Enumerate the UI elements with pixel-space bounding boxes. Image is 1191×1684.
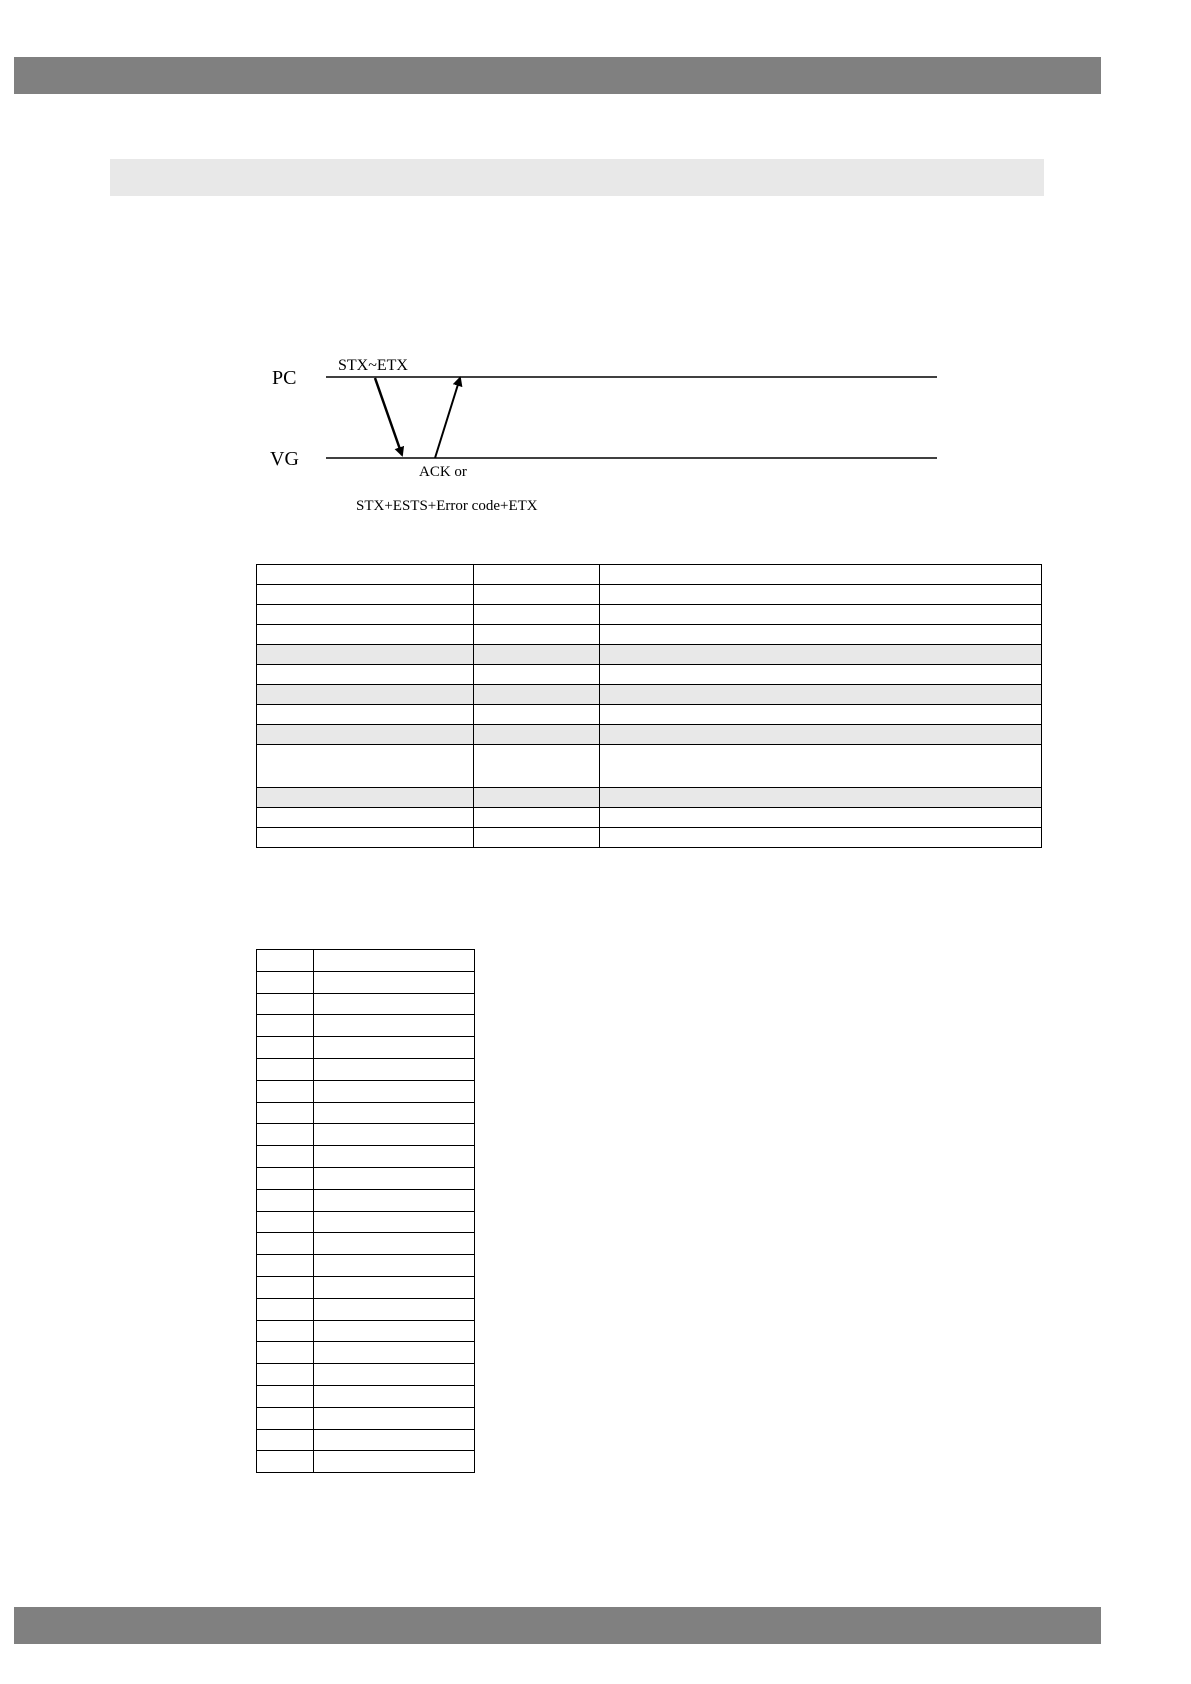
- table-cell: [314, 971, 475, 993]
- table-cell: [600, 665, 1042, 685]
- table-cell: [314, 1167, 475, 1189]
- table-row: [257, 745, 1042, 788]
- table-cell: [257, 745, 474, 788]
- table-cell: [474, 585, 600, 605]
- table-row: [257, 1407, 475, 1429]
- table-cell: [314, 1276, 475, 1298]
- table-row: [257, 1058, 475, 1080]
- table-cell: [257, 1364, 314, 1386]
- table-row: [257, 1364, 475, 1386]
- table-cell: [314, 1189, 475, 1211]
- table-cell: [314, 950, 475, 972]
- table-row: [257, 971, 475, 993]
- table-cell: [257, 645, 474, 665]
- table-cell: [314, 1407, 475, 1429]
- table-row: [257, 1211, 475, 1233]
- section-heading-bar: [110, 159, 1044, 196]
- table-row: [257, 645, 1042, 665]
- table-cell: [257, 971, 314, 993]
- table-cell: [257, 1298, 314, 1320]
- table-cell: [257, 1146, 314, 1168]
- send-arrow: [375, 378, 402, 455]
- table-cell: [474, 605, 600, 625]
- reply-arrow: [435, 378, 460, 458]
- table-row: [257, 1233, 475, 1255]
- table-cell: [314, 1298, 475, 1320]
- table-cell: [314, 1058, 475, 1080]
- table-row: [257, 1015, 475, 1037]
- table-row: [257, 1255, 475, 1277]
- table-cell: [257, 625, 474, 645]
- table-cell: [314, 1385, 475, 1407]
- table-cell: [474, 685, 600, 705]
- table-row: [257, 625, 1042, 645]
- table-cell: [474, 705, 600, 725]
- table-cell: [257, 1080, 314, 1102]
- table-row: [257, 993, 475, 1015]
- table-row: [257, 565, 1042, 585]
- table-row: [257, 1298, 475, 1320]
- table-cell: [257, 1429, 314, 1451]
- reply-label-ack: ACK or: [419, 464, 467, 480]
- table-cell: [600, 725, 1042, 745]
- table-cell: [257, 725, 474, 745]
- table-cell: [600, 808, 1042, 828]
- table-cell: [257, 1342, 314, 1364]
- table-cell: [600, 828, 1042, 848]
- table-cell: [474, 565, 600, 585]
- table-row: [257, 1189, 475, 1211]
- table-row: [257, 725, 1042, 745]
- table-row: [257, 1167, 475, 1189]
- table-cell: [314, 1342, 475, 1364]
- table-cell: [474, 665, 600, 685]
- table-row: [257, 1037, 475, 1059]
- table-cell: [257, 1233, 314, 1255]
- table-cell: [257, 993, 314, 1015]
- table-cell: [600, 788, 1042, 808]
- table-cell: [257, 808, 474, 828]
- table-cell: [600, 685, 1042, 705]
- table-row: [257, 950, 475, 972]
- table-cell: [257, 1015, 314, 1037]
- table-row: [257, 1342, 475, 1364]
- table-cell: [474, 828, 600, 848]
- table-cell: [257, 1255, 314, 1277]
- table-cell: [314, 1080, 475, 1102]
- table-cell: [474, 625, 600, 645]
- table-cell: [314, 993, 475, 1015]
- table-cell: [314, 1255, 475, 1277]
- table-cell: [314, 1233, 475, 1255]
- table-cell: [600, 645, 1042, 665]
- table-cell: [474, 788, 600, 808]
- table-row: [257, 1385, 475, 1407]
- table-cell: [314, 1320, 475, 1342]
- footer-band: [14, 1607, 1101, 1644]
- table-cell: [257, 788, 474, 808]
- table-cell: [600, 625, 1042, 645]
- table-cell: [314, 1364, 475, 1386]
- table-cell: [257, 705, 474, 725]
- table-cell: [257, 1451, 314, 1473]
- table-cell: [257, 1189, 314, 1211]
- table-cell: [600, 565, 1042, 585]
- table-cell: [474, 725, 600, 745]
- table-cell: [600, 705, 1042, 725]
- table-cell: [314, 1451, 475, 1473]
- table-cell: [600, 585, 1042, 605]
- table-row: [257, 605, 1042, 625]
- table-row: [257, 1146, 475, 1168]
- table-row: [257, 1102, 475, 1124]
- table-cell: [257, 950, 314, 972]
- table-cell: [314, 1015, 475, 1037]
- table-cell: [314, 1146, 475, 1168]
- table-cell: [257, 605, 474, 625]
- table-row: [257, 1080, 475, 1102]
- table-cell: [314, 1211, 475, 1233]
- table-cell: [257, 1385, 314, 1407]
- table-cell: [257, 1167, 314, 1189]
- table-row: [257, 705, 1042, 725]
- table-cell: [257, 1058, 314, 1080]
- table-cell: [474, 645, 600, 665]
- table-cell: [314, 1429, 475, 1451]
- table-row: [257, 788, 1042, 808]
- table-cell: [474, 808, 600, 828]
- pc-label: PC: [272, 367, 297, 389]
- table-cell: [257, 1320, 314, 1342]
- table-row: [257, 1276, 475, 1298]
- table-row: [257, 1429, 475, 1451]
- error-code-table: [256, 949, 475, 1473]
- table-row: [257, 685, 1042, 705]
- table-cell: [314, 1037, 475, 1059]
- table-cell: [474, 745, 600, 788]
- table-row: [257, 1451, 475, 1473]
- table-row: [257, 1124, 475, 1146]
- table-cell: [314, 1102, 475, 1124]
- table-row: [257, 828, 1042, 848]
- reply-label-error: STX+ESTS+Error code+ETX: [356, 498, 538, 514]
- table-cell: [257, 1102, 314, 1124]
- vg-label: VG: [270, 448, 299, 470]
- table-cell: [257, 665, 474, 685]
- table-cell: [257, 1407, 314, 1429]
- table-cell: [257, 828, 474, 848]
- table-cell: [600, 605, 1042, 625]
- table-cell: [257, 565, 474, 585]
- table-cell: [257, 685, 474, 705]
- send-label: STX~ETX: [338, 357, 408, 374]
- table-cell: [257, 585, 474, 605]
- table-row: [257, 808, 1042, 828]
- table-cell: [257, 1211, 314, 1233]
- table-cell: [257, 1037, 314, 1059]
- header-band: [14, 57, 1101, 94]
- table-cell: [314, 1124, 475, 1146]
- table-cell: [257, 1276, 314, 1298]
- table-row: [257, 1320, 475, 1342]
- command-table: [256, 564, 1042, 848]
- table-cell: [257, 1124, 314, 1146]
- table-cell: [600, 745, 1042, 788]
- table-row: [257, 585, 1042, 605]
- table-row: [257, 665, 1042, 685]
